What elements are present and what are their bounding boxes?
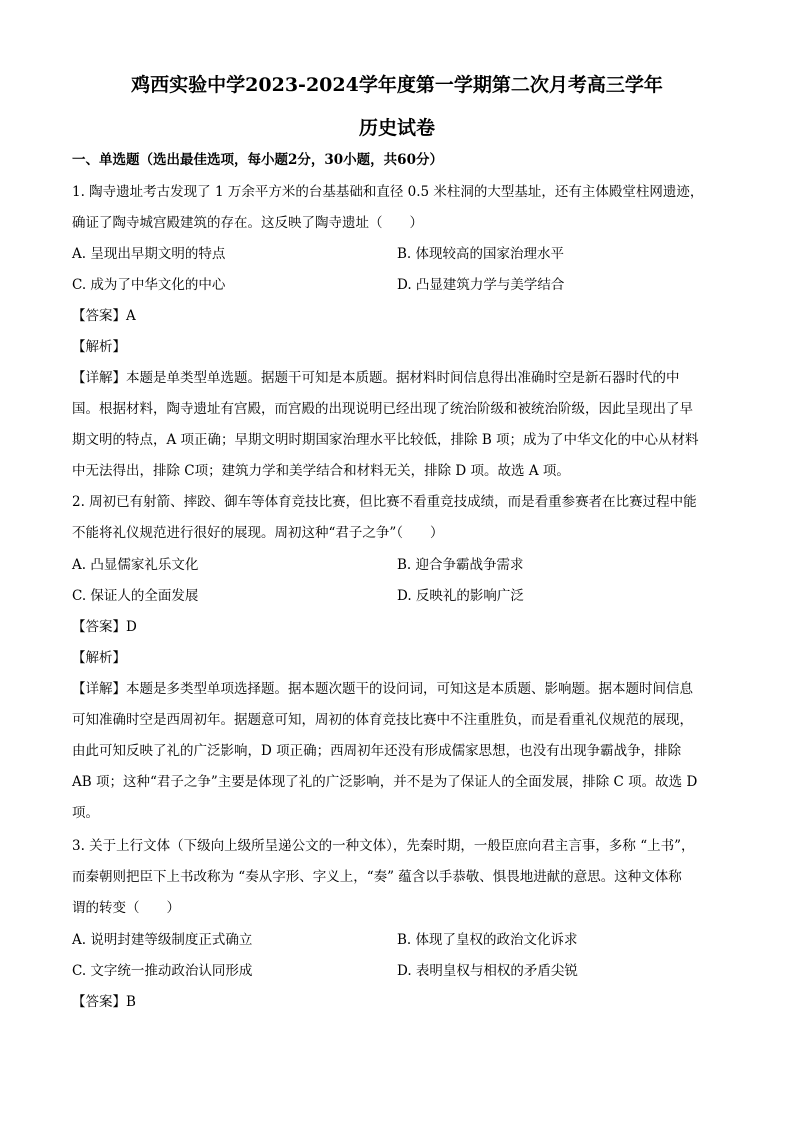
- question-3-answer: 【答案】B: [72, 994, 136, 1010]
- question-3-option-d: D. 表明皇权与相权的矛盾尖锐: [397, 963, 578, 979]
- question-2-stem-line-1: 2. 周初已有射箭、摔跤、御车等体育竞技比赛，但比赛不看重竞技成绩，而是看重参赛者在比赛过程中能: [72, 494, 697, 510]
- question-2-option-b: B. 迎合争霸战争需求: [397, 557, 524, 573]
- question-3-option-c: C. 文字统一推动政治认同形成: [72, 963, 253, 979]
- question-1-stem-line-2: 确证了陶寺城宫殿建筑的存在。这反映了陶寺遗址（ ）: [72, 215, 423, 231]
- exam-title: 鸡西实验中学2023-2024学年度第一学期第二次月考高三学年: [131, 74, 663, 96]
- question-1-analysis-label: 【解析】: [72, 339, 126, 355]
- question-2-option-d: D. 反映礼的影响广泛: [397, 588, 524, 604]
- question-2-detail-line-3: 由此可知反映了礼的广泛影响，D 项正确；西周初年还没有形成儒家思想，也没有出现争霸战争，排除: [72, 743, 682, 759]
- question-1-option-b: B. 体现较高的国家治理水平: [397, 246, 565, 262]
- question-2-detail-line-1: 【详解】本题是多类型单项选择题。据本题次题干的设问词，可知这是本质题、影响题。据本题时间信息: [72, 681, 693, 697]
- question-2-detail-line-5: 项。: [72, 805, 99, 821]
- question-1-detail-line-3: 期文明的特点，A 项正确；早期文明时期国家治理水平比较低，排除 B 项；成为了中华文化的中心从材料: [72, 432, 699, 448]
- question-3-option-a: A. 说明封建等级制度正式确立: [72, 932, 253, 948]
- question-2-stem-line-2: 不能将礼仪规范进行很好的展现。周初这种“君子之争”（ ）: [72, 525, 444, 541]
- question-2-option-c: C. 保证人的全面发展: [72, 588, 199, 604]
- exam-subject: 历史试卷: [358, 117, 435, 139]
- question-1-option-d: D. 凸显建筑力学与美学结合: [397, 277, 565, 293]
- question-3-stem-line-3: 谓的转变（ ）: [72, 900, 180, 916]
- question-1-option-a: A. 呈现出早期文明的特点: [72, 246, 226, 262]
- question-2-detail-line-2: 可知准确时空是西周初年。据题意可知，周初的体育竞技比赛中不注重胜负，而是看重礼仪规范的展现，: [72, 712, 693, 728]
- question-2-detail-line-4: AB 项；这种“君子之争”主要是体现了礼的广泛影响，并不是为了保证人的全面发展，排除 C 项。故选 D: [72, 774, 698, 790]
- question-3-stem-line-1: 3. 关于上行文体（下级向上级所呈递公文的一种文体），先秦时期，一般臣庶向君主言事，多称 “上书”，: [72, 838, 695, 854]
- question-3-stem-line-2: 而秦朝则把臣下上书改称为 “奏从字形、字义上，“奏” 蕴含以手恭敬、惧畏地进献的意思。这种文体称: [72, 869, 682, 885]
- question-2-analysis-label: 【解析】: [72, 650, 126, 666]
- question-1-detail-line-1: 【详解】本题是单类型单选题。据题干可知是本质题。据材料时间信息得出准确时空是新石器时代的中: [72, 370, 680, 386]
- question-2-answer: 【答案】D: [72, 619, 137, 635]
- question-1-detail-line-2: 国。根据材料，陶寺遗址有宫殿，而宫殿的出现说明已经出现了统治阶级和被统治阶级，因此呈现出了早: [72, 401, 693, 417]
- question-1-option-c: C. 成为了中华文化的中心: [72, 277, 226, 293]
- question-3-option-b: B. 体现了皇权的政治文化诉求: [397, 932, 578, 948]
- question-1-answer: 【答案】A: [72, 308, 136, 324]
- question-1-detail-line-4: 中无法得出，排除 C项；建筑力学和美学结合和材料无关，排除 D 项。故选 A 项。: [72, 463, 570, 479]
- question-2-option-a: A. 凸显儒家礼乐文化: [72, 557, 199, 573]
- question-1-stem-line-1: 1. 陶寺遗址考古发现了 1 万余平方米的台基基础和直径 0.5 米柱洞的大型基址，还有主体殿堂柱网遗迹，: [72, 184, 704, 200]
- section-heading: 一、单选题（选出最佳选项，每小题2分，30小题，共60分）: [72, 152, 443, 168]
